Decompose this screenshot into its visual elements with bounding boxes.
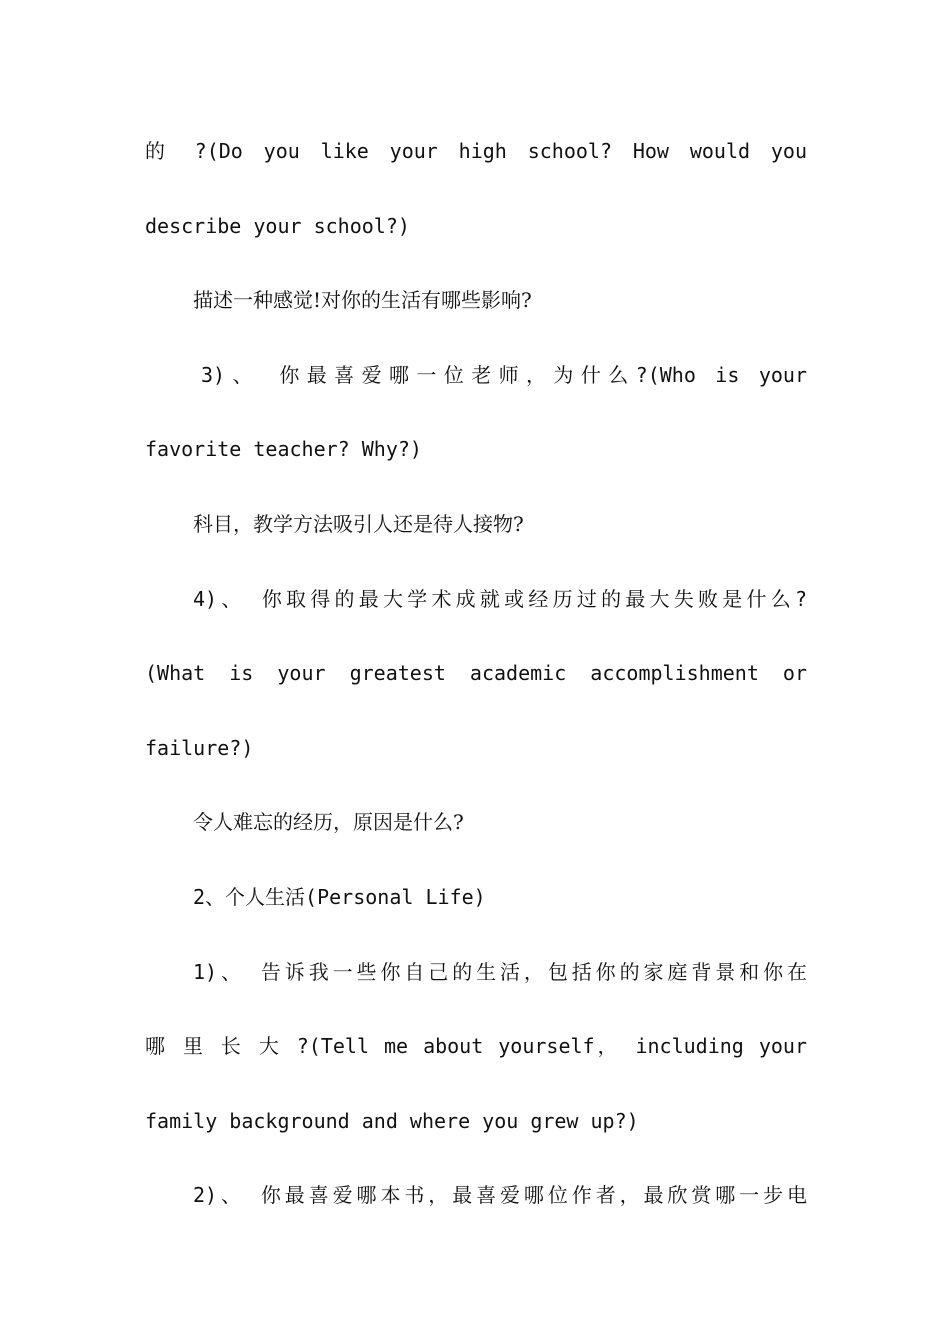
text-line-13: 哪 里 长 大 ?(Tell me about yourself， including your	[145, 1034, 807, 1059]
text-line-8: (What is your greatest academic accomplishment or	[145, 661, 807, 686]
text-line-2: describe your school?)	[145, 213, 410, 238]
text-line-12: 1)、 告诉我一些你自己的生活，包括你的家庭背景和你在	[193, 959, 807, 984]
text-line-15: 2)、 你最喜爱哪本书，最喜爱哪位作者，最欣赏哪一步电	[193, 1183, 807, 1208]
text-line-6: 科目，教学方法吸引人还是待人接物?	[193, 511, 524, 536]
text-line-10: 令人难忘的经历，原因是什么?	[193, 810, 464, 835]
text-line-9: failure?)	[145, 735, 254, 760]
text-line-11: 2、个人生活(Personal Life)	[193, 884, 486, 909]
text-line-7: 4)、 你取得的最大学术成就或经历过的最大失败是什么?	[193, 586, 807, 611]
text-line-5: favorite teacher? Why?)	[145, 437, 422, 462]
text-line-3: 描述一种感觉!对你的生活有哪些影响?	[193, 288, 532, 313]
text-line-14: family background and where you grew up?)	[145, 1108, 639, 1133]
text-line-1: 的 ?(Do you like your high school? How would you	[145, 139, 807, 163]
document-body	[145, 114, 807, 1233]
text-line-4: 3)、 你最喜爱哪一位老师，为什么?(Who is your	[201, 362, 807, 387]
